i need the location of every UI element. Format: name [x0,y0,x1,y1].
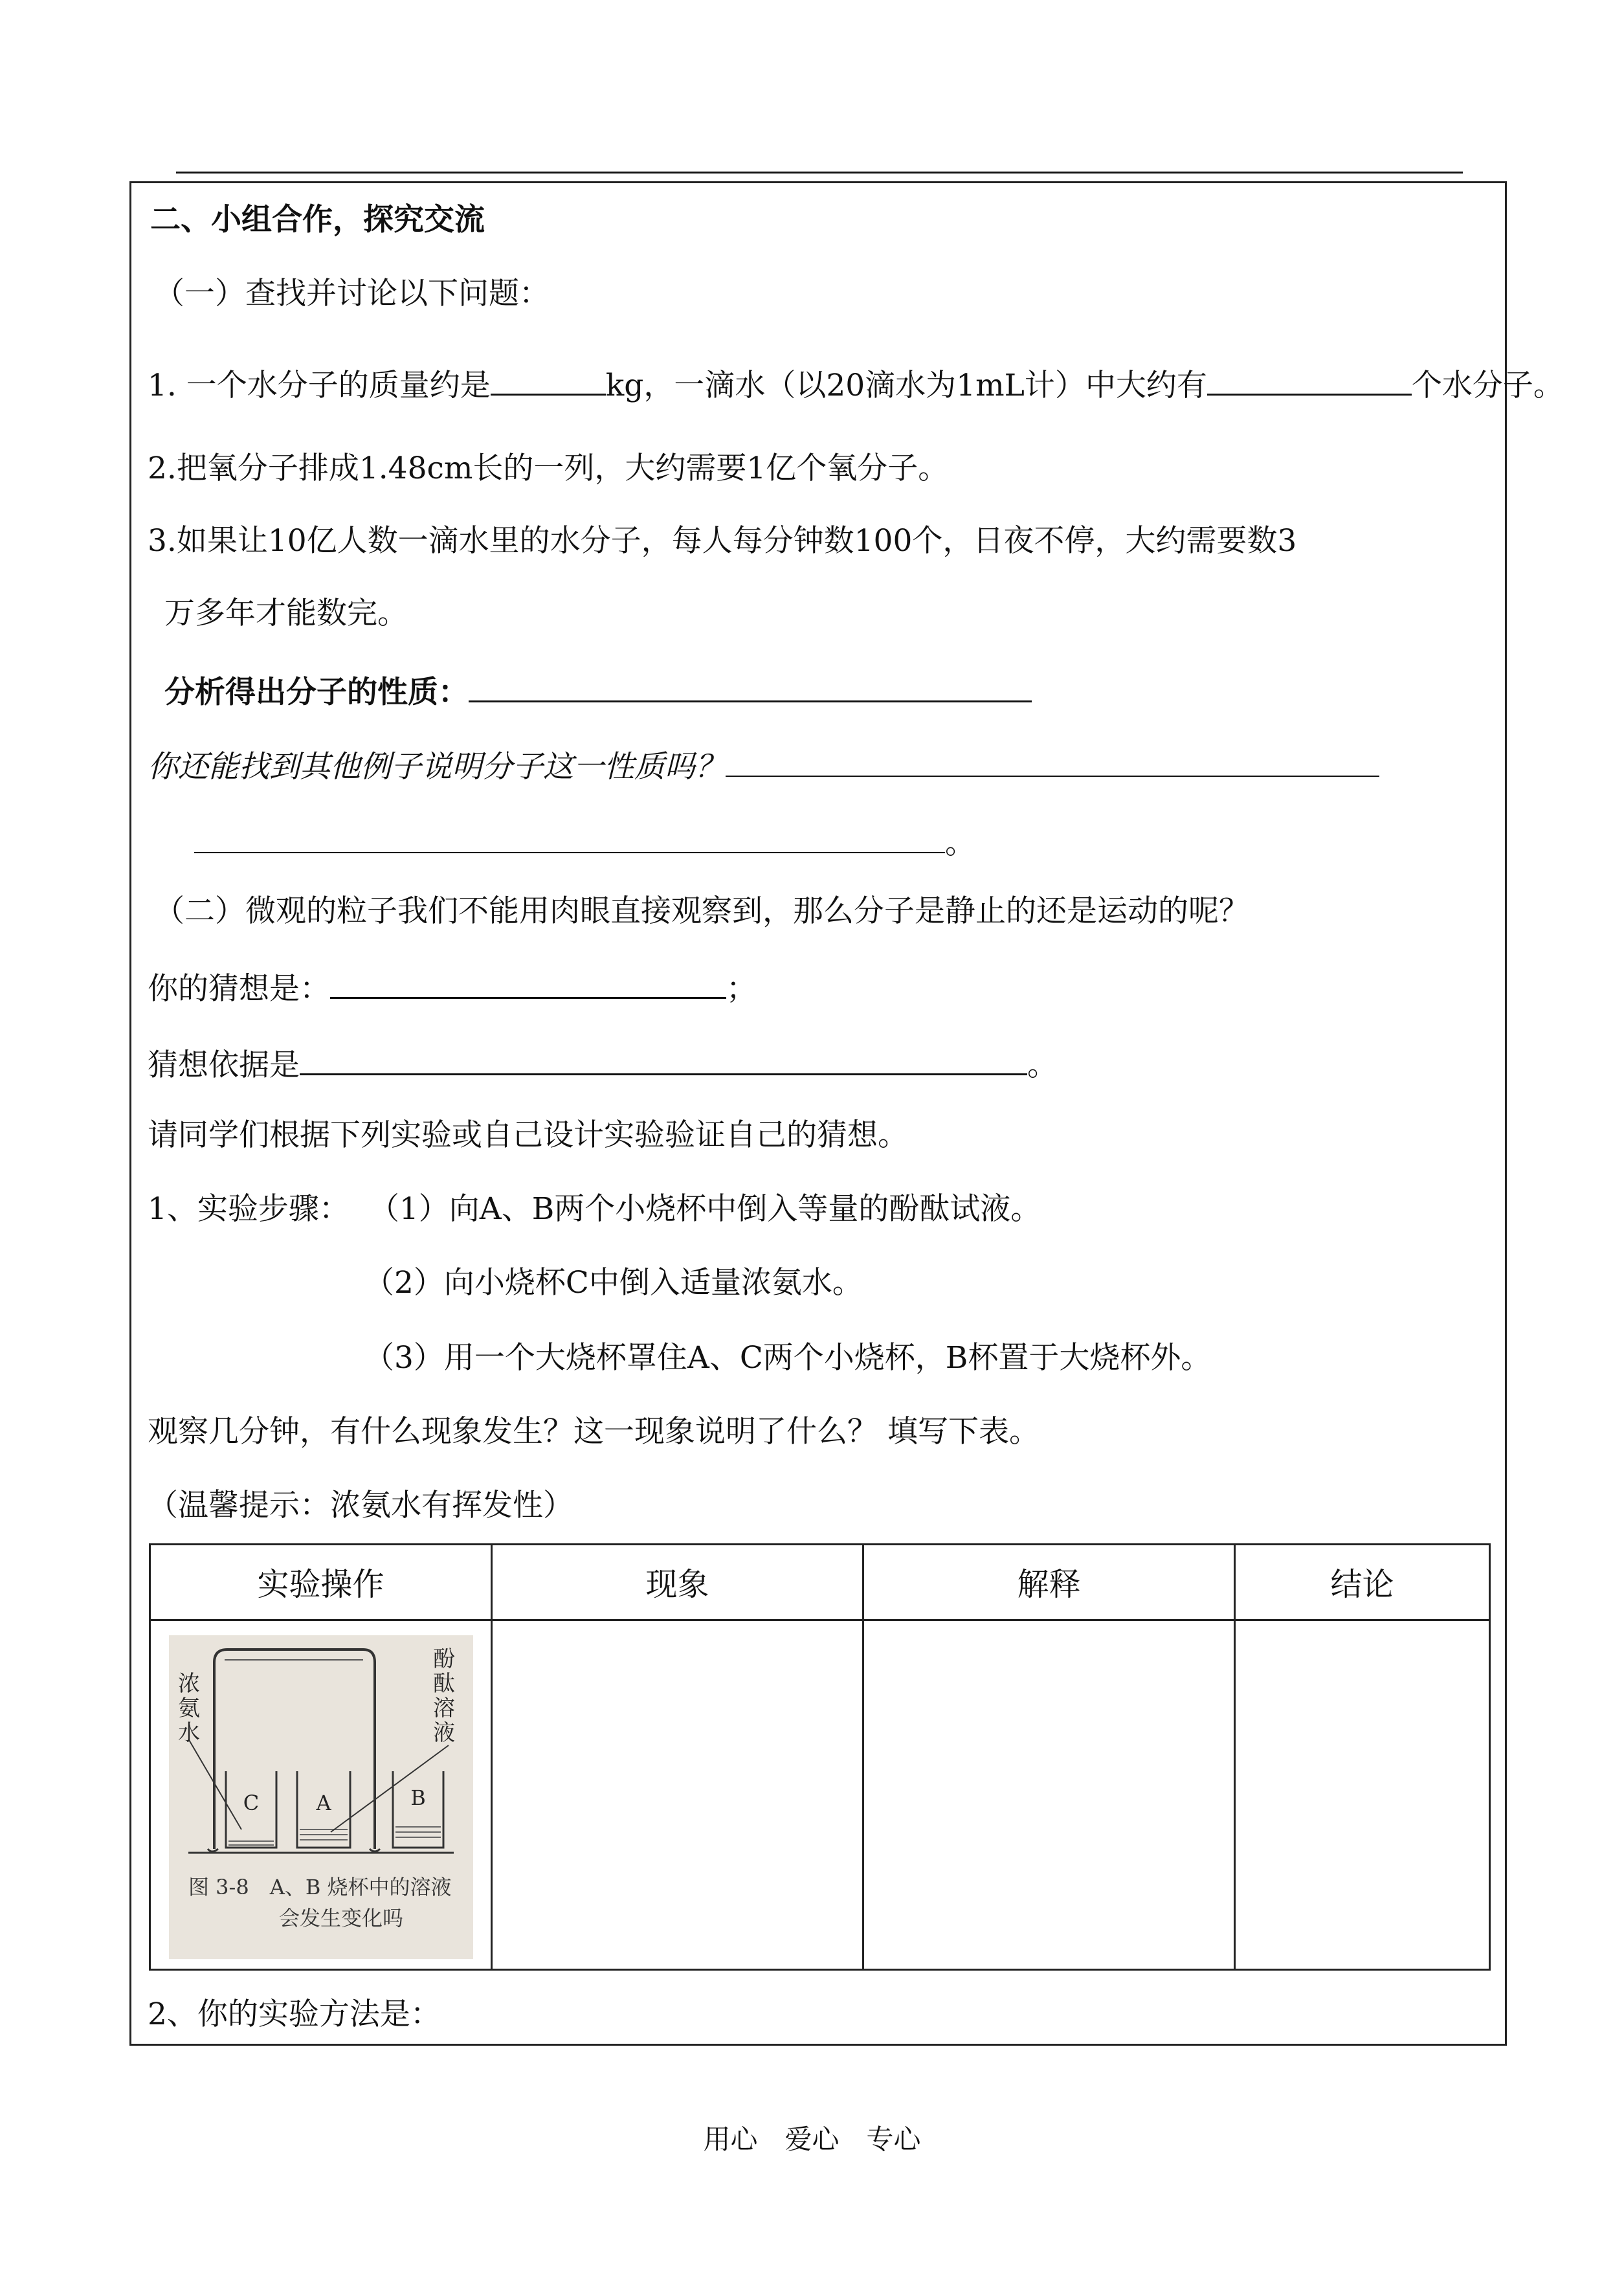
basis-prompt [148,1044,1058,1085]
beaker-a-label: A [316,1791,331,1815]
header-operation: 实验操作 [150,1545,492,1620]
analysis-prompt [164,671,1032,712]
tip-text: （温馨提示：浓氨水有挥发性） [148,1488,573,1523]
figure-caption-line1: 图 3-8 A、B 烧杯中的溶液 [188,1875,452,1899]
observe-text: 观察几分钟，有什么现象发生？这一现象说明了什么？ 填写下表。 [148,1414,1040,1449]
count-blank[interactable] [1207,364,1412,396]
explanation-cell[interactable] [863,1620,1235,1970]
question-3-line2: 万多年才能数完。 [164,596,408,631]
step-1: （1）向A、B两个小烧杯中倒入等量的酚酞试液。 [368,1191,1041,1227]
mass-blank[interactable] [491,364,606,396]
question-3-line1: 3.如果让10亿人数一滴水里的水分子，每人每分钟数100个，日夜不停，大约需要数3 [148,523,1297,559]
phenomenon-cell[interactable] [492,1620,863,1970]
label-ammonia: 浓 氨 水 [178,1671,200,1746]
beaker-diagram [169,1635,473,1959]
section-title: 二、小组合作，探究交流 [150,202,485,238]
steps-label: 1、实验步骤： [148,1191,350,1227]
part1-heading: （一）查找并讨论以下问题： [154,276,550,311]
other-example-continuation [194,822,975,863]
other-example-blank[interactable] [726,746,1379,777]
step-2: （2）向小烧杯C中倒入适量浓氨水。 [364,1265,863,1301]
header-conclusion: 结论 [1235,1545,1490,1620]
guess-blank[interactable] [330,967,726,999]
other-example-prompt [148,746,1379,787]
guess-label: 你的猜想是： [148,971,330,1007]
question-1-suffix: 个水分子。 [1411,368,1564,403]
guess-prompt [148,967,757,1009]
experiment-figure [169,1635,473,1959]
other-example-blank-2[interactable] [194,822,945,853]
steps-row-1 [148,1190,1041,1229]
experiment-table [149,1543,1491,1971]
beaker-b-label: B [410,1785,426,1810]
question-1 [148,364,1564,405]
guess-end: ； [726,971,757,1007]
analysis-blank[interactable] [469,671,1032,702]
operation-cell [150,1620,492,1970]
basis-end: 。 [1027,1047,1058,1083]
invite-text: 请同学们根据下列实验或自己设计实验验证自己的猜想。 [148,1117,908,1153]
analysis-label: 分析得出分子的性质： [164,675,469,710]
label-phenolphthalein: 酚 酞 溶 液 [433,1646,455,1746]
header-explanation: 解释 [863,1545,1235,1620]
method-prompt: 2、你的实验方法是： [148,1997,441,2032]
other-example-label: 你还能找到其他例子说明分子这一性质吗？ [148,749,726,785]
header-phenomenon: 现象 [492,1545,863,1620]
conclusion-cell[interactable] [1235,1620,1490,1970]
part2-heading: （二）微观的粒子我们不能用肉眼直接观察到，那么分子是静止的还是运动的呢？ [154,893,1249,929]
question-1-mid: kg，一滴水（以20滴水为1mL计）中大约有 [605,368,1207,403]
figure-caption-line2: 会发生变化吗 [279,1906,404,1930]
period: 。 [945,825,975,861]
page-footer: 用心 爱心 专心 [703,2123,921,2155]
basis-blank[interactable] [300,1044,1027,1075]
question-1-prefix: 1. 一个水分子的质量约是 [148,368,491,403]
question-2: 2.把氧分子排成1.48cm长的一列，大约需要1亿个氧分子。 [148,451,949,486]
basis-label: 猜想依据是 [148,1047,300,1083]
header-rule [176,172,1463,173]
step-3: （3）用一个大烧杯罩住A、C两个小烧杯，B杯置于大烧杯外。 [364,1340,1212,1376]
beaker-c-label: C [243,1791,260,1815]
